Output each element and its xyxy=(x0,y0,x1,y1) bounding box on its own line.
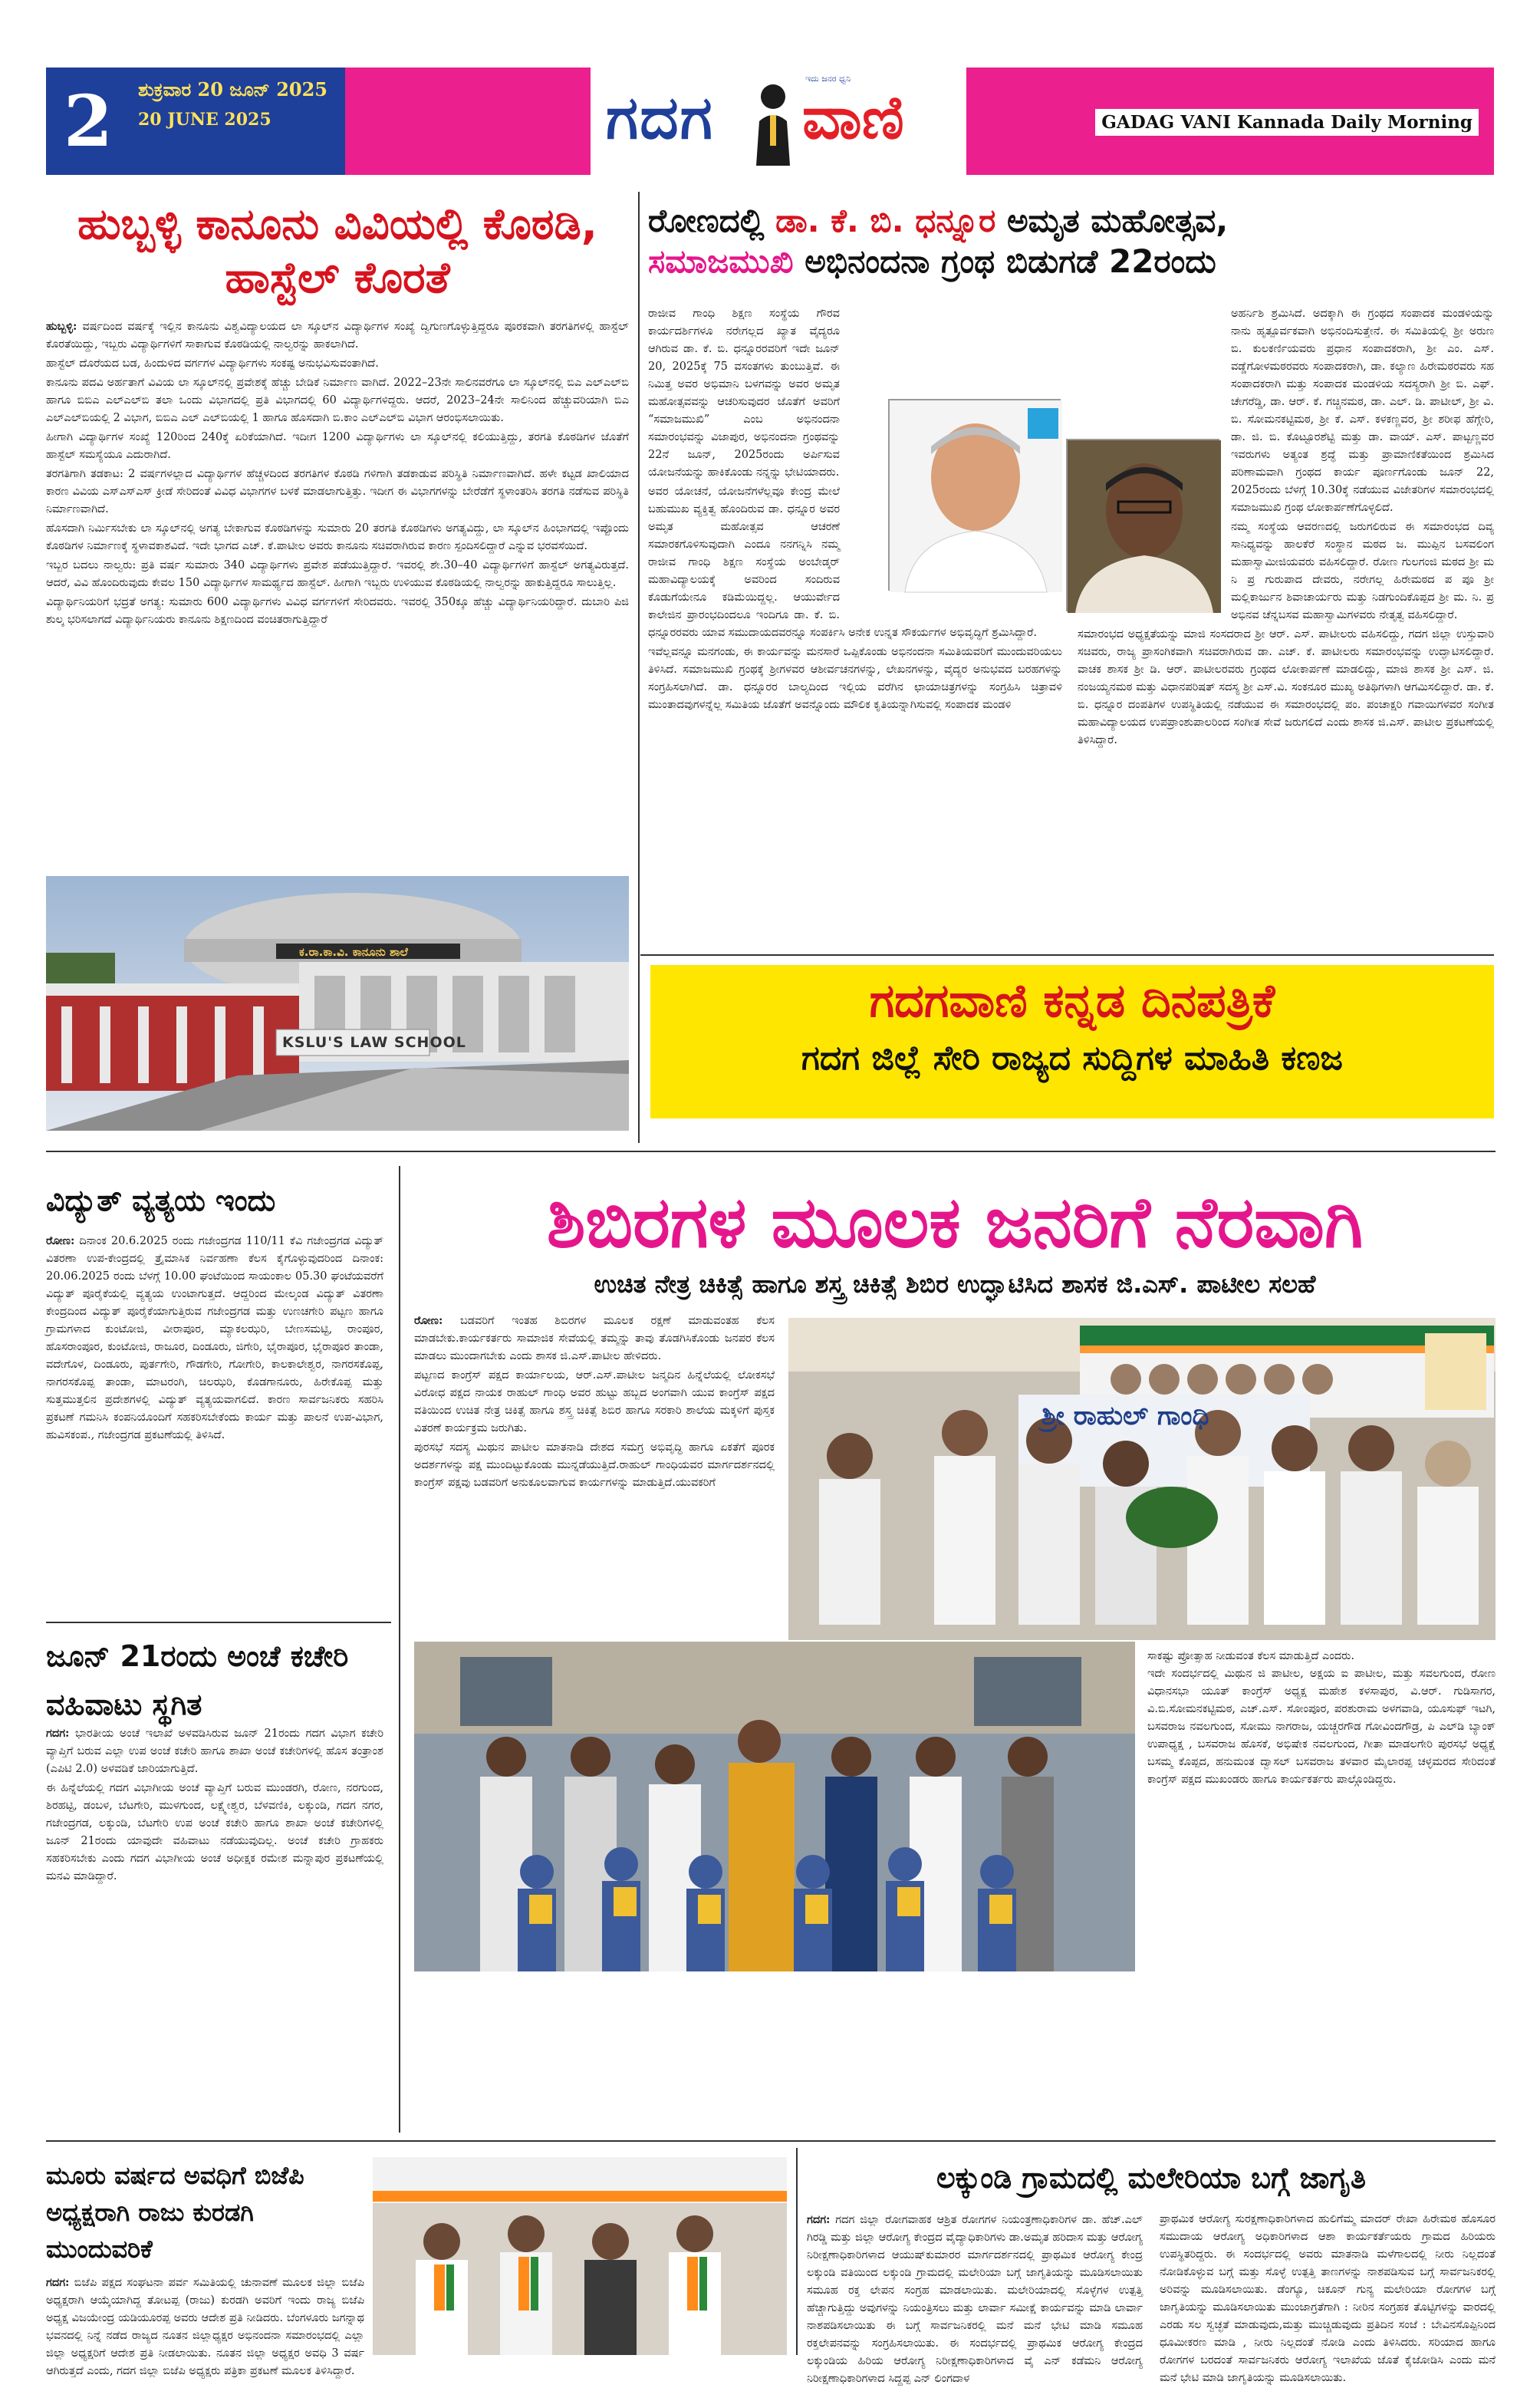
headline-electricity[interactable]: ವಿದ್ಯುತ್ ವ್ಯತ್ಯಯ ಇಂದು xyxy=(46,1184,276,1217)
paragraph: ಪ್ರಾಥಮಿಕ ಆರೋಗ್ಯ ಸುರಕ್ಷಣಾಧಿಕಾರಿಗಳಾದ ಹುಲಿಗೆಮ್ಮ ಮಾದರ್ ರೇಖಾ ಹಿರೇಮಠ ಹೊಸೂರ ಸಮುದಾಯ ಆರೋಗ್ಯ ಅಧಿಕಾರಿಗಳಾದ ಆಶಾ ಕಾರ್ಯಕರ್ತೆಯರು ಗ್ರಾಮದ ಹಿರಿಯರು ಉಪಸ್ಥಿತರಿದ್ದರು. ಈ ಸಂದರ್ಭದಲ್ಲಿ ಅವರು ಮಾತನಾಡಿ ಮಳೆಗಾಲದಲ್ಲಿ ನೀರು ನಿಲ್ಲದಂತೆ ನೋಡಿಕೊಳ್ಳುವ ಬಗ್ಗೆ ಮತ್ತು ಸೊಳ್ಳೆ ಉತ್ಪತ್ತಿ ತಾಣಗಳನ್ನು ನಾಶಪಡಿಸುವ ಬಗ್ಗೆ ಸಾರ್ವಜನಿಕರಲ್ಲಿ ಅರಿವನ್ನು ಮೂಡಿಸಲಾಯಿತು. ಡೆಂಗ್ಯೂ, ಚಿಕೂನ್ ಗುನ್ಯ ಮಲೇರಿಯಾ ರೋಗಗಳ ಬಗ್ಗೆ ಜಾಗೃತಿಯನ್ನು ಮೂಡಿಸಲಾಯಿತು ಮುಂಜಾಗ್ರತೆಗಾಗಿ : ನೀರಿನ ಸಂಗ್ರಹಕ ತೊಟ್ಟಿಗಳನ್ನು ವಾರದಲ್ಲಿ ಎರಡು ಸಲ ಸ್ವಚ್ಛತೆ ಮಾಡುವುದು,ಮತ್ತು ಮುಚ್ಚಿಡುವುದು ಪ್ರತಿದಿನ ಸಂಜೆ : ಬೇವಿನಸೊಪ್ಪಿನಿಂದ ಧೂಮೀಕರಣ ಮಾಡಿ , ನೀರು ನಿಲ್ಲದಂತೆ ನೋಡಿ ಎಂದು ತಿಳಿಸಿದರು. ಸರಿಯಾದ ಹಾಗೂ ರೋಗಗಳ ಬರದಂತೆ ಸಾರ್ವಜನಿಕರು ಆರೋಗ್ಯ ಇಲಾಖೆಯ ಜೊತೆ ಕೈಜೋಡಿಸಿ ಎಂದು ಮನೆ ಮನೆ ಭೇಟಿ ಮಾಡಿ ಜಾಗೃತಿಯನ್ನು ಮೂಡಿಸಲಾಯಿತು. xyxy=(1160,2213,1496,2384)
date-kannada: ಶುಕ್ರವಾರ 20 ಜೂನ್ 2025 xyxy=(138,78,327,100)
headline-book-title: ಸಮಾಜಮುಖಿ xyxy=(648,242,794,280)
logo-portrait-icon xyxy=(750,75,796,167)
headline-post-office[interactable]: ಜೂನ್ 21ರಂದು ಅಂಚೆ ಕಚೇರಿ ವಹಿವಾಟು ಸ್ಥಗಿತ xyxy=(46,1639,349,1721)
photo-banner-text: KSLU'S LAW SCHOOL xyxy=(282,1034,466,1051)
masthead-color-band xyxy=(345,68,591,175)
section-rule xyxy=(46,1622,391,1623)
dateline: ರೋಣ: xyxy=(414,1314,443,1327)
paragraph: ಇವೆಲ್ಲವನ್ನೂ ಮನಗಂಡು, ಈ ಕಾರ್ಯವನ್ನು ಮನಸಾರೆ ಒಪ್ಪಿಕೊಂಡು ಅಭಿನಂದನಾ ಸಮಿತಿಯವರಿಗೆ ಮುಂದುವರಿಯಲು ತಿಳಿಸಿದೆ. ಸಮಾಜಮುಖಿ ಗ್ರಂಥಕ್ಕೆ ಶ್ರೀಗಳವರ ಆಶೀರ್ವಚನಗಳನ್ನು, ಲೇಖನಗಳನ್ನು, ವೈದ್ಯರ ಅನುಭವದ ಬರಹಗಳನ್ನು ಸಂಗ್ರಹಿಸಲಾಗಿದೆ. ಡಾ. ಧನ್ನೂರರ ಬಾಲ್ಯದಿಂದ ಇಲ್ಲಿಯ ವರೆಗಿನ ಛಾಯಾಚಿತ್ರಗಳನ್ನು ಸಂಗ್ರಹಿಸಿ ಚಿತ್ರಾವಳಿ ಮುಂತಾದವುಗಳನ್ನೆಲ್ಲ ಸಮಿತಿಯ ಜೊತೆಗೆ ಅವನ್ನೊಂದು ಮೌಲಿಕ ಕೃತಿಯನ್ನಾಗಿಸುವಲ್ಲಿ ಸಂಪಾದಕ ಮಂಡಳಿ xyxy=(648,646,1062,711)
promo-banner[interactable] xyxy=(650,965,1494,1118)
section-rule xyxy=(46,2140,1496,2142)
subheadline-camp: ಉಚಿತ ನೇತ್ರ ಚಿಕಿತ್ಸೆ ಹಾಗೂ ಶಸ್ತ್ರ ಚಿಕಿತ್ಸೆ ಶಿಬಿರ ಉದ್ಘಾಟಿಸಿದ ಶಾಸಕ ಜಿ.ಎಸ್. ಪಾಟೀಲ ಸಲಹೆ xyxy=(594,1270,1316,1299)
page-number: 2 xyxy=(46,68,130,175)
paragraph: ಅಹರ್ನಿಶಿ ಶ್ರಮಿಸಿದೆ. ಅದಕ್ಕಾಗಿ ಈ ಗ್ರಂಥದ ಸಂಪಾದಕ ಮಂಡಳಿಯನ್ನು ನಾನು ಹೃತ್ಪೂರ್ವಕವಾಗಿ ಅಭಿನಂದಿಸುತ್ತೇನೆ. ಈ ಸಮಿತಿಯಲ್ಲಿ ಶ್ರೀ ಅರುಣ ಬಿ. ಕುಲಕರ್ಣಿಯವರು ಪ್ರಧಾನ ಸಂಪಾದಕರಾಗಿ, ಶ್ರೀ ಎಂ. ಎಸ್. ವಡ್ಡೆಗೋಳಮಠರವರು ಸಂಪಾದಕರಾಗಿ, ಡಾ. ಕಲ್ಯಾಣ ಹಿರೇಮಠರವರು ಸಹ ಸಂಪಾದಕರಾಗಿ ಮತ್ತು ಸಂಪಾದಕ ಮಂಡಳಿಯ ಸದಸ್ಯರಾಗಿ ಶ್ರೀ ಬಿ. ಎಫ್. ಚೇಗರೆಡ್ಡಿ, ಡಾ. ಆರ್. ಕೆ. ಗಚ್ಚಿನಮಠ, ಡಾ. ಎಲ್. ಡಿ. ಪಾಟೀಲ್, ಶ್ರೀ ವಿ. ಬಿ. ಸೋಮನಕಟ್ಟಿಮಠ, ಶ್ರೀ ಕೆ. ಎಸ್. ಕಳಕಣ್ಣವರ, ಶ್ರೀ ಶರೀಫ ಹೆಗ್ಗೇರಿ, ಡಾ. ಜಿ. ಬಿ. ಕೊಟ್ಟೂರಶೆಟ್ಟಿ ಮತ್ತು ಡಾ. ವಾಯ್. ಎಸ್. ಪಾಟ್ಟಣ್ಣವರ ಇವರುಗಳು ಅತ್ಯಂತ ಶ್ರದ್ಧೆ ಮತ್ತು ಪ್ರಾಮಾಣಿಕತೆಯಿಂದ ಶ್ರಮಿಸಿದ ಪರಿಣಾಮವಾಗಿ ಗ್ರಂಥದ ಕಾರ್ಯ ಪೂರ್ಣಗೊಂಡು ಜೂನ್ 22, 2025ರಂದು ಬೆಳಗ್ಗೆ 10.30ಕ್ಕೆ ನಡೆಯುವ ವಿಜೇತರಿಗಳ ಸಮಾರಂಭದಲ್ಲಿ ಸಮಾಜಮುಖಿ ಗ್ರಂಥ ಲೋಕಾರ್ಪಣೆಗೊಳ್ಳಲಿದೆ. xyxy=(1231,308,1494,514)
paragraph: ಭಾರತೀಯ ಅಂಚೆ ಇಲಾಖೆ ಅಳವಡಿಸಿರುವ ಜೂನ್ 21ರಂದು ಗದಗ ವಿಭಾಗ ಕಚೇರಿ ವ್ಯಾಪ್ತಿಗೆ ಬರುವ ಎಲ್ಲಾ ಉಪ ಅಂಚೆ ಕಚೇರಿ ಹಾಗೂ ಶಾಖಾ ಅಂಚೆ ಕಚೇರಿಗಳಲ್ಲಿ ಹೊಸ ತಂತ್ರಾಂಶ (ಎಪಿಟಿ 2.0) ಅಳವಡಿಕೆ ಜಾರಿಯಾಗುತ್ತಿದೆ. xyxy=(46,1728,383,1775)
paragraph: ಸಾಕಷ್ಟು ಪ್ರೋತ್ಸಾಹ ನೀಡುವಂತ ಕೆಲಸ ಮಾಡುತ್ತಿದೆ ಎಂದರು. ಇದೇ ಸಂದರ್ಭದಲ್ಲಿ ಮಿಥುನ ಜಿ ಪಾಟೀಲ, ಅಕ್ಷಯ ಐ ಪಾಟೀಲ, ಮತ್ತು ಸವಲಗುಂದ, ರೋಣ ವಿಧಾನಸಭಾ ಯೂತ್ ಕಾಂಗ್ರೆಸ್ ಅಧ್ಯಕ್ಷ ಮಹೇಶ ಕಳಸಾಪುರ, ವಿ.ಆರ್. ಗುಡಿಸಾಗರ, ವಿ.ಬಿ.ಸೋಮನಕಟ್ಟಿಮಠ, ಎಚ್.ಎಸ್. ಸೋಂಪೂರ, ಪರಶುರಾಮ ಅಳಗವಾಡಿ, ಯೂಸುಫ್ ಇಟಗಿ, ಬಸವರಾಜ ನವಲಗುಂದ, ಸೋಮು ನಾಗರಾಜ, ಯಚ್ಚರಗೌಡ ಗೋವಿಂದಗೌಡ್ರ, ಪಿ ಎಲ್‌ಡಿ ಬ್ಯಾಂಕ್ ಉಪಾಧ್ಯಕ್ಷ , ಬಸವರಾಜ ಹೊಸಕೆ, ಅಭಿಷೇಕ ನವಲಗುಂದ, ಗೀತಾ ಮಾಡಲಗೇರಿ ಪುರಸಭೆ ಅಧ್ಯಕ್ಷೆ ಬಸಮ್ಮ ಕೊಪ್ಪದ, ಹನುಮಂತ ದ್ವಾಸಲ್ ಬಸವರಾಜ ತಳವಾರ ಮೈಲಾರಪ್ಪ ಚಳ್ಳಮರದ ಸೇರಿದಂತೆ ಕಾಂಗ್ರೆಸ್ ಪಕ್ಷದ ಮುಖಂಡರು ಹಾಗೂ ಕಾರ್ಯಕರ್ತರು ಪಾಲ್ಗೊಂಡಿದ್ದರು. xyxy=(1147,1650,1496,1786)
dateline: ಹುಬ್ಬಳ್ಳಿ: xyxy=(46,320,77,333)
paragraph: ವರ್ಷದಿಂದ ವರ್ಷಕ್ಕೆ ಇಲ್ಲಿನ ಕಾನೂನು ವಿಶ್ವವಿದ್ಯಾಲಯದ ಲಾ ಸ್ಕೂಲ್‌ನ ವಿದ್ಯಾರ್ಥಿಗಳ ಸಂಖ್ಯೆ ದ್ವಿಗುಣಗೊಳ್ಳುತ್ತಿದ್ದರೂ ಪೂರಕವಾಗಿ ತರಗತಿಗಳಲ್ಲಿ ಹಾಸ್ಟೆಲ್ ಕೊರತೆಯಿದ್ದು, ಇಬ್ಬರು ವಿದ್ಯಾರ್ಥಿಗಳಿಗೆ ಸಾಕಾಗುವ ಕೊಠಡಿಯಲ್ಲಿ ನಾಲ್ವರನ್ನು ಹಾಕಲಾಗಿದೆ. xyxy=(46,321,629,351)
masthead-color-band-right xyxy=(966,68,1494,175)
article-body-camp-col1 xyxy=(414,1312,775,1631)
paragraph: ಬಿಜೆಪಿ ಪಕ್ಷದ ಸಂಘಟನಾ ಪರ್ವ ಸಮಿತಿಯಲ್ಲಿ ಚುನಾವಣೆ ಮೂಲಕ ಜಿಲ್ಲಾ ಬಿಜೆಪಿ ಅಧ್ಯಕ್ಷರಾಗಿ ಆಯ್ಕೆಯಾಗಿದ್ದ ತೋಟಪ್ಪ (ರಾಜು) ಕುರಡಗಿ ಅವರಿಗೆ ಇಂದು ರಾಜ್ಯ ಬಿಜೆಪಿ ಅಧ್ಯಕ್ಷ ವಿಜಯೇಂದ್ರ ಯಡಿಯೂರಪ್ಪ ಅವರು ಆದೇಶ ಪ್ರತಿ ನೀಡಿದರು. ಬೆಂಗಳೂರು ಜಗನ್ನಾಥ ಭವನದಲ್ಲಿ ನಿನ್ನೆ ನಡೆದ ರಾಜ್ಯದ ನೂತನ ಜಿಲ್ಲಾಧ್ಯಕ್ಷರ ಅಭಿನಂದನಾ ಸಮಾರಂಭದಲ್ಲಿ ಎಲ್ಲಾ ಜಿಲ್ಲಾ ಅಧ್ಯಕ್ಷರಿಗೆ ಆದೇಶ ಪ್ರತಿ ನೀಡಲಾಯಿತು. ನೂತನ ಜಿಲ್ಲಾ ಅಧ್ಯಕ್ಷರ ಅವಧಿ 3 ವರ್ಷ ಆಗಿರುತ್ತದೆ ಎಂದು, ಗದಗ ಜಿಲ್ಲಾ ಬಿಜೆಪಿ ಅಧ್ಯಕ್ಷರು ಪತ್ರಿಕಾ ಪ್ರಕಟಣೆ ಮೂಲಕ ತಿಳಿಸಿದ್ದಾರೆ. xyxy=(46,2277,365,2377)
paragraph: ಅವರ ಯೋಚನೆ, ಯೋಜನೆಗಳೆಲ್ಲವೂ ಕೇಂದ್ರ ಮೇಲೆ ಬಹುಮುಖ ವ್ಯಕ್ತಿತ್ವ ಹೊಂದಿರುವ ಡಾ. ಧನ್ನೂರ ಅವರ ಅಮೃತ ಮಹೋತ್ಸವ ಆಚರಣೆ ಸಮಾರಕಗೊಳಿಸುವುದಾಗಿ ಎಂದೂ ನನಗನ್ನಿಸಿ ನಮ್ಮ ರಾಜೀವ ಗಾಂಧಿ ಶಿಕ್ಷಣ ಸಂಸ್ಥೆಯ ಅಂಬೇಡ್ಕರ್ ಮಹಾವಿದ್ಯಾಲಯಕ್ಕೆ ಅವರಿಂದ ಸಂದಿರುವ ಕೊಡುಗೆಯೇನೂ ಕಡಿಮೆಯಿದ್ದಲ್ಲ. ಆಯುರ್ವೇದ ಕಾಲೇಜಿನ ಪ್ರಾರಂಭದಿಂದಲೂ ಇಂದಿಗೂ ಡಾ. ಕೆ. ಬಿ. ಧನ್ನೂರರವರು ಯಾವ ಸಮುದಾಯದವರನ್ನೂ ಸಂಪರ್ಕಿಸಿ ಅನೇಕ ಉನ್ನತ ಸೌಕರ್ಯಗಳ ಅಭಿವೃದ್ಧಿಗೆ ಶ್ರಮಿಸಿದ್ದಾರೆ. xyxy=(648,486,1037,639)
article-body-bjp xyxy=(46,2274,365,2377)
article-body-lakkundi-col2 xyxy=(1160,2211,1496,2384)
dateline: ಗದಗ: xyxy=(46,2276,70,2289)
article-body-ron-col2 xyxy=(1078,305,1494,945)
logo-text-left: ಗದಗ xyxy=(606,83,714,153)
paragraph: ದಿನಾಂಕ 20.6.2025 ರಂದು ಗಜೇಂದ್ರಗಡ 110/11 ಕೆವಿ ಗಜೇಂದ್ರಗಡ ವಿದ್ಯುತ್ ವಿತರಣಾ ಉಪ-ಕೇಂದ್ರದಲ್ಲಿ ತ್ರೈಮಾಸಿಕ ನಿರ್ವಹಣಾ ಕೆಲಸ ಕೈಗೊಳ್ಳುವುದರಿಂದ ದಿನಾಂಕ: 20.06.2025 ರಂದು ಬೆಳಗ್ಗೆ 10.00 ಘಂಟೆಯಿಂದ ಸಾಯಂಕಾಲ 05.30 ಘಂಟೆಯವರೆಗೆ ವಿದ್ಯುತ್ ಪೂರೈಕೆಯಲ್ಲಿ ವ್ಯತ್ಯಯ ಉಂಟಾಗುತ್ತದೆ. ಆದ್ದರಿಂದ ಮೇಲ್ಕಂಡ ವಿದ್ಯುತ್ ವಿತರಣಾ ಕೇಂದ್ರದಿಂದ ವಿದ್ಯುತ್ ಪೂರೈಕೆಯಾಗುತ್ತಿರುವ ಗಜೇಂದ್ರಗಡ ಮತ್ತು ಉಣಚಗೇರಿ ಪಟ್ಟಣ ಹಾಗೂ ಗ್ರಾಮಗಳಾದ ಕುಂಟೋಜಿ, ವೀರಾಪೂರ, ಮ್ಯಾಕಲಝರಿ, ಬೇಣಸಮಟ್ಟಿ, ರಾಂಪೂರ, ಹೊಸರಾಂಪೂರ, ಕುಂಟೋಜಿ, ರಾಜೂರ, ದಿಂಡೂರು, ಜಿಗೇರಿ, ಭೈರಾಪೂರ, ಭೈರಾಪೂರ ತಾಂಡಾ, ವದೇಗೊಳ, ದಿಂಡೂರು, ಪುರ್ತಗೇರಿ, ಗೌಡಗೇರಿ, ಗೋಗೇರಿ, ಕಾಲಕಾಲೇಶ್ವರ, ನಾಗರಸಕೊಪ್ಪ, ನಾಗರಸಕೊಪ್ಪ ತಾಂಡಾ, ಮಾಟರಂಗಿ, ಚಿಲಝರಿ, ಕೊಡಗಾನೂರು, ಹಿರೇಕೊಪ್ಪ ಮತ್ತು ಸುತ್ತಮುತ್ತಲಿನ ಪ್ರದೇಶಗಳಲ್ಲಿ ವಿದ್ಯುತ್ ವ್ಯತ್ಯಯವಾಗಲಿದೆ. ಕಾರಣ ಸಾರ್ವಜನಿಕರು ಸಹರಿಸಿ ಪ್ರಕಟಣೆ ಗಮನಿಸಿ ಕಂಪನಿಯೊಂದಿಗೆ ಸಹಕರಿಸಬೇಕೆಂದು ಕಾರ್ಯ ಮತ್ತು ಪಾಲನೆ ಉಪ-ವಿಭಾಗ, ಹುವಿಸಕಂಪ., ಗಜೇಂದ್ರಗಡ ಪ್ರಕಟಣೆಯಲ್ಲಿ ತಿಳಿಸಿದೆ. xyxy=(46,1235,383,1441)
promo-subtitle: ಗದಗ ಜಿಲ್ಲೆ ಸೇರಿ ರಾಜ್ಯದ ಸುದ್ದಿಗಳ ಮಾಹಿತಿ ಕಣಜ xyxy=(801,1039,1343,1078)
dateline: ಗದಗ: xyxy=(46,1727,70,1740)
headline-camp[interactable]: ಶಿಬಿರಗಳ ಮೂಲಕ ಜನರಿಗೆ ನೆರವಾಗಿ xyxy=(546,1181,1364,1263)
paragraph: ಹಾಸ್ಟೆಲ್ ದೊರೆಯದ ಬಡ, ಹಿಂದುಳಿದ ವರ್ಗಗಳ ವಿದ್ಯಾರ್ಥಿಗಳು ಸಂಕಷ್ಟ ಅನುಭವಿಸುವಂತಾಗಿದೆ. xyxy=(46,357,379,370)
article-body-camp-col2 xyxy=(1147,1648,1496,2120)
article-body-post-office xyxy=(46,1724,383,2125)
photo-sign-text: ಕ.ರಾ.ಕಾ.ವಿ. ಕಾನೂನು ಶಾಲೆ xyxy=(299,945,408,959)
headline-bjp[interactable]: ಮೂರು ವರ್ಷದ ಅವಧಿಗೆ ಬಿಜೆಪಿ ಅಧ್ಯಕ್ಷರಾಗಿ ರಾಜು ಕುರಡಗಿ ಮುಂದುವರಿಕೆ xyxy=(46,2161,304,2264)
dateline: ಗದಗ: xyxy=(807,2213,831,2226)
paragraph: ಸಮಾರಂಭದ ಅಧ್ಯಕ್ಷತೆಯನ್ನು ಮಾಜಿ ಸಂಸದರಾದ ಶ್ರೀ ಆರ್. ಎಸ್. ಪಾಟೀಲರು ವಹಿಸಲಿದ್ದು, ಗದಗ ಜಿಲ್ಲಾ ಉಸ್ತುವಾರಿ ಸಚಿವರು, ರಾಜ್ಯ ಪ್ರಾಸಂಗಿಕವಾಗಿ ಸಚಿವರಾಗಿರುವ ಡಾ. ಎಚ್. ಕೆ. ಪಾಟೀಲರು ಸಮಾರಂಭವನ್ನು ಉದ್ಘಾಟಿಸಲಿದ್ದಾರೆ. ವಾಚಕ ಶಾಸಕ ಶ್ರೀ ಡಿ. ಆರ್. ಪಾಟೀಲರವರು ಗ್ರಂಥದ ಲೋಕಾರ್ಪಣೆ ಮಾಡಲಿದ್ದು, ಮಾಜಿ ಶಾಸಕ ಶ್ರೀ ಎಸ್. ಜಿ. ನಂಜಯ್ಯನಮಠ ಮತ್ತು ವಿಧಾನಪರಿಷತ್ ಸದಸ್ಯ ಶ್ರೀ ಎಸ್.ವಿ. ಸಂಕನೂರ ಮುಖ್ಯ ಅತಿಥಿಗಳಾಗಿ ಆಗಮಿಸಲಿದ್ದಾರೆ. ಡಾ. ಕೆ. ಬಿ. ಧನ್ನೂರ ದಂಪತಿಗಳ ಉಪಸ್ಥಿತಿಯಲ್ಲಿ ನಡೆಯುವ ಈ ಸಮಾರಂಭದಲ್ಲಿ ಪಂ. ಪಂಚಾಕ್ಷರಿ ಗವಾಯಿಗಳವರ ಸಂಗೀತ ಮಹಾವಿದ್ಯಾಲಯದ ಉಪಪ್ರಾಂಶುಪಾಲರಿಂದ ಸಂಗೀತ ಸೇವೆ ಜರುಗಲಿದೆ ಎಂದು ಶಾಸಕ ಜಿ.ಎಸ್. ಪಾಟೀಲ ಪ್ರಕಟಣೆಯಲ್ಲಿ ತಿಳಿಸಿದ್ದಾರೆ. xyxy=(1078,628,1494,746)
article-body-electricity xyxy=(46,1232,383,1614)
edition-label: GADAG VANI Kannada Daily Morning xyxy=(1095,109,1479,136)
portrait-photo xyxy=(888,399,1061,591)
paragraph: ಗದಗ ಜಿಲ್ಲಾ ರೋಗವಾಹಕ ಆಶ್ರಿತ ರೋಗಗಳ ನಿಯಂತ್ರಣಾಧಿಕಾರಿಗಳ ಡಾ. ಹೆಚ್.ಎಲ್ ಗಿರಡ್ಡಿ ಮತ್ತು ಜಿಲ್ಲಾ ಆರೋಗ್ಯ ಕೇಂದ್ರದ ವೈದ್ಯಾಧಿಕಾರಿಗಳು ಡಾ.ಅಮೃತ ಹರಿದಾಸ ಮತ್ತು ಆರೋಗ್ಯ ನಿರೀಕ್ಷಣಾಧಿಕಾರಿಗಳಾದ ಆಯುಷ್‌ಕುಮಾರರ ಮಾರ್ಗದರ್ಶನದಲ್ಲಿ ಪ್ರಾಥಮಿಕ ಆರೋಗ್ಯ ಕೇಂದ್ರ ಲಕ್ಕುಂಡಿ ವತಿಯಿಂದ ಲಕ್ಕುಂಡಿ ಗ್ರಾಮದಲ್ಲಿ ಮಲೇರಿಯಾ ಬಗ್ಗೆ ಜಾಗೃತಿಯನ್ನು ಮೂಡಿಸಲಾಯಿತು ಸಮೂಹ ರಕ್ತ ಲೇಪನ ಸಂಗ್ರಹ ಮಾಡಲಾಯಿತು. ಮಲೇರಿಯಾದಲ್ಲಿ ಸೊಳ್ಳೆಗಳ ಉತ್ಪತ್ತಿ ಹೆಚ್ಚಾಗುತ್ತಿದ್ದು ಅವುಗಳನ್ನು ನಿಯಂತ್ರಿಸಲು ಮತ್ತು ಲಾರ್ವಾ ಸಮೀಕ್ಷೆ ಕಾರ್ಯವನ್ನು ಮಾಡಿ ಲಾರ್ವಾ ನಾಶಪಡಿಸಲಾಯಿತು ಈ ಬಗ್ಗೆ ಸಾರ್ವಜನಿಕರಲ್ಲಿ ಮನೆ ಮನೆ ಭೇಟಿ ಮಾಡಿ ಸಮೂಹ ರಕ್ತಲೇಪನವನ್ನು ಸಂಗ್ರಹಿಸಲಾಯಿತು. ಈ ಸಂದರ್ಭದಲ್ಲಿ ಪ್ರಾಥಮಿಕ ಆರೋಗ್ಯ ಕೇಂದ್ರದ ಲಕ್ಕುಂಡಿಯ ಹಿರಿಯ ಆರೋಗ್ಯ ನಿರೀಕ್ಷಣಾಧಿಕಾರಿಗಳಾದ ವೈ ಎನ್ ಕಡೆಮನಿ ಆರೋಗ್ಯ ನಿರೀಕ್ಷಣಾಧಿಕಾರಿಗಳಾದ ಸಿದ್ದಪ್ಪ ಎನ್ ಲಿಂಗದಾಳ xyxy=(807,2214,1143,2385)
portrait-photo xyxy=(1066,439,1219,611)
paragraph: ರಾಜೀವ ಗಾಂಧಿ ಶಿಕ್ಷಣ ಸಂಸ್ಥೆಯ ಗೌರವ ಕಾರ್ಯದರ್ಶಿಗಳೂ ನರೇಗಲ್ಲದ ಖ್ಯಾತ ವೈದ್ಯರೂ ಆಗಿರುವ ಡಾ. ಕೆ. ಬಿ. ಧನ್ನೂರರವರಿಗೆ ಇದೇ ಜೂನ್ 20, 2025ಕ್ಕೆ 75 ವಸಂತಗಳು ತುಂಬುತ್ತಿವೆ. ಈ ನಿಮಿತ್ತ ಅವರ ಅಭಿಮಾನಿ ಬಳಗವನ್ನು ಅವರ ಅಮೃತ ಮಹೋತ್ಸವವನ್ನು ಆಚರಿಸುವುದರ ಜೊತೆಗೆ ಅವರಿಗೆ “ಸಮಾಜಮುಖಿ” ಎಂಬ ಅಭಿನಂದನಾ ಸಮಾರಂಭವನ್ನು ವಿಜಾಪುರ, ಅಭಿನಂದನಾ ಗ್ರಂಥವನ್ನು 22ನೆ ಜೂನ್, 2025ರಂದು ಅರ್ಪಿಸುವ ಯೋಜನೆಯನ್ನು ಹಾಕಿಕೊಂಡು ನನ್ನನ್ನು ಭೇಟಿಯಾದರು. xyxy=(648,308,840,479)
column-rule xyxy=(399,1166,400,2133)
paragraph: ಬಡವರಿಗೆ ಇಂತಹ ಶಿಬಿರಗಳ ಮೂಲಕ ರಕ್ಷಣೆ ಮಾಡುವಂತಹ ಕೆಲಸ ಮಾಡಬೇಕು.ಕಾರ್ಯಕರ್ತರು ಸಾಮಾಜಿಕ ಸೇವೆಯಲ್ಲಿ ತಮ್ಮನ್ನು ತಾವು ತೊಡಗಿಸಿಕೊಂಡು ಜನಪರ ಕೆಲಸ ಮಾಡಲು ಮುಂದಾಗಬೇಕು ಎಂದು ಶಾಸಕ ಜಿ.ಎಸ್.ಪಾಟೀಲ ಹೇಳಿದರು. xyxy=(414,1315,775,1362)
headline-lakkundi[interactable]: ಲಕ್ಕುಂಡಿ ಗ್ರಾಮದಲ್ಲಿ ಮಲೇರಿಯಾ ಬಗ್ಗೆ ಜಾಗೃತಿ xyxy=(936,2161,1367,2195)
date-english: 20 JUNE 2025 xyxy=(138,110,271,130)
dateline: ರೋಣ: xyxy=(46,1234,75,1247)
paragraph: ನಮ್ಮ ಸಂಸ್ಥೆಯ ಆವರಣದಲ್ಲಿ ಜರುಗಲಿರುವ ಈ ಸಮಾರಂಭದ ದಿವ್ಯ ಸಾನಿಧ್ಯವನ್ನು ಹಾಲಕೆರೆ ಸಂಸ್ಥಾನ ಮಠದ ಜ. ಮುಪ್ಪಿನ ಬಸವಲಿಂಗ ಮಹಾಸ್ವಾಮೀಜಿಯವರು ವಹಿಸಲಿದ್ದಾರೆ. ರೋಣ ಗುಲಗಂಜಿ ಮಠದ ಶ್ರೀ ಮ ನಿ ಪ್ರ ಗುರುಪಾದ ದೇವರು, ನರೇಗಲ್ಲ ಹಿರೇಮಠದ ಪ ಪೂ ಶ್ರೀ ಮಲ್ಲಿಕಾರ್ಜುನ ಶಿವಾಚಾರ್ಯರು ಮತ್ತು ನಿಡಗುಂದಿಕೊಪ್ಪದ ಶ್ರೀ ಮ. ನಿ. ಪ್ರ ಅಭಿನವ ಚೆನ್ನಬಸವ ಮಹಾಸ್ವಾಮಿಗಳವರು ನೇತೃತ್ವ ವಹಿಸಲಿದ್ದಾರೆ. xyxy=(1231,521,1494,621)
date-box xyxy=(130,68,345,175)
paragraph: ಇಬ್ಬರ ಬದಲು ನಾಲ್ವರು: ಪ್ರತಿ ವರ್ಷ ಸುಮಾರು 340 ವಿದ್ಯಾರ್ಥಿಗಳು ಪ್ರವೇಶ ಪಡೆಯುತ್ತಿದ್ದಾರೆ. ಇವರಲ್ಲಿ ಶೇ.30–40 ವಿದ್ಯಾರ್ಥಿಗಳಿಗೆ ಹಾಸ್ಟೆಲ್ ಅಗತ್ಯವಿರುತ್ತದೆ. ಆದರೆ, ವಿವಿ ಹೊಂದಿರುವುದು ಕೇವಲ 150 ವಿದ್ಯಾರ್ಥಿಗಳ ಸಾಮರ್ಥ್ಯದ ಹಾಸ್ಟೆಲ್. ಹೀಗಾಗಿ ಇಬ್ಬರು ಉಳಿಯುವ ಕೊಠಡಿಯಲ್ಲಿ ನಾಲ್ವರನ್ನು ಹಾಕುತ್ತಿದ್ದರೂ ಸಾಲುತ್ತಿಲ್ಲ. xyxy=(46,559,629,589)
article-body-hubballi xyxy=(46,318,629,864)
paragraph: ಪುರಸಭೆ ಸದಸ್ಯ ಮಿಥುನ ಪಾಟೀಲ ಮಾತನಾಡಿ ದೇಶದ ಸಮಗ್ರ ಅಭಿವೃದ್ಧಿ ಹಾಗೂ ಏಕತೆಗೆ ಪೂರಕ ಅದರ್ಶಗಳನ್ನು ಪಕ್ಷ ಮುಂದಿಟ್ಟುಕೊಂಡು ಮುನ್ನಡೆಯುತ್ತಿದೆ.ರಾಹುಲ್ ಗಾಂಧಿಯವರ ಮಾರ್ಗದರ್ಶನದಲ್ಲಿ ಕಾಂಗ್ರೆಸ್ ಪಕ್ಷವು ಬಡವರಿಗೆ ಅನುಕೂಲವಾಗುವ ಕಾರ್ಯಗಳನ್ನು ಮಾಡುತ್ತಿದೆ.ಯುವಕರಿಗೆ xyxy=(414,1441,775,1489)
paragraph: ಈ ಹಿನ್ನೆಲೆಯಲ್ಲಿ ಗದಗ ವಿಭಾಗೀಯ ಅಂಚೆ ವ್ಯಾಪ್ತಿಗೆ ಬರುವ ಮುಂಡರಗಿ, ರೋಣ, ನರಗುಂದ, ಶಿರಹಟ್ಟಿ, ಡಂಬಳ, ಬೆಟಗೇರಿ, ಮುಳಗುಂದ, ಲಕ್ಷ್ಮೇಶ್ವರ, ಬೆಳವಣಿಕಿ, ಲಕ್ಕುಂಡಿ, ಗದಗ ನಗರ, ಗಜೇಂದ್ರಗಡ, ಲಕ್ಕುಂಡಿ, ಬೆಟಗೇರಿ ಉಪ ಅಂಚೆ ಕಚೇರಿ ಹಾಗೂ ಶಾಖಾ ಅಂಚೆ ಕಚೇರಿಗಳಲ್ಲಿ ಜೂನ್ 21ರಂದು ಯಾವುದೇ ವಹಿವಾಟು ನಡೆಯುವುದಿಲ್ಲ. ಅಂಚೆ ಕಚೇರಿ ಗ್ರಾಹಕರು ಸಹಕರಿಸಬೇಕು ಎಂದು ಗದಗ ವಿಭಾಗೀಯ ಅಂಚೆ ಅಧೀಕ್ಷಕ ರಮೇಶ ಮನ್ನಾಪುರ ಪ್ರಕಟಣೆಯಲ್ಲಿ ಮನವಿ ಮಾಡಿದ್ದಾರೆ. xyxy=(46,1782,383,1882)
paragraph: ವಿದ್ಯಾರ್ಥಿನಿಯರಿಗೆ ಭದ್ರತೆ ಅಗತ್ಯ: ಸುಮಾರು 600 ವಿದ್ಯಾರ್ಥಿಗಳು ವಿವಿಧ ವರ್ಗಗಳಿಗೆ ಸೇರಿದವರು. ಇವರಲ್ಲಿ 350ಕ್ಕೂ ಹೆಚ್ಚು ವಿದ್ಯಾರ್ಥಿನಿಯರಿದ್ದಾರೆ. ದುಬಾರಿ ಪಿಜಿ ಶುಲ್ಕ ಭರಿಸಲಾಗದೆ ವಿದ್ಯಾರ್ಥಿನಿಯರು ಕಾನೂನು ಶಿಕ್ಷಣದಿಂದ ವಂಚಿತರಾಗುತ್ತಿದ್ದಾರೆ xyxy=(46,596,629,626)
newspaper-logo[interactable] xyxy=(591,68,966,175)
promo-title: ಗದಗವಾಣಿ ಕನ್ನಡ ದಿನಪತ್ರಿಕೆ xyxy=(869,974,1275,1028)
masthead xyxy=(46,68,1494,175)
logo-text-right: ವಾಣಿ xyxy=(802,83,904,153)
logo-tagline: ಇದು ಜನರ ಧ್ವನಿ xyxy=(805,74,851,84)
section-rule xyxy=(46,1151,1496,1152)
headline-name: ಡಾ. ಕೆ. ಬಿ. ಧನ್ನೂರ xyxy=(775,202,996,239)
column-rule xyxy=(796,2148,798,2355)
headline-ron[interactable]: ರೋಣದಲ್ಲಿ ಡಾ. ಕೆ. ಬಿ. ಧನ್ನೂರ ಅಮೃತ ಮಹೋತ್ಸವ, ಸಮಾಜಮುಖಿ ಅಭಿನಂದನಾ ಗ್ರಂಥ ಬಿಡುಗಡೆ 22ರಂದು xyxy=(648,202,1229,280)
headline-hubballi[interactable]: ಹುಬ್ಬಳ್ಳಿ ಕಾನೂನು ವಿವಿಯಲ್ಲಿ ಕೊಠಡಿ, ಹಾಸ್ಟೆಲ್ ಕೊರತೆ xyxy=(77,199,598,303)
book-distribution-photo xyxy=(414,1642,1135,1971)
camp-inauguration-photo xyxy=(788,1318,1496,1640)
paragraph: ಹೊಸದಾಗಿ ನಿರ್ಮಿಸಬೇಕು ಲಾ ಸ್ಕೂಲ್‌ನಲ್ಲಿ ಅಗತ್ಯ ಬೇಕಾಗುವ ಕೊಠಡಿಗಳನ್ನು ಸುಮಾರು 20 ತರಗತಿ ಕೊಠಡಿಗಳು ಅಗತ್ಯವಿದ್ದು, ಲಾ ಸ್ಕೂಲ್‌ನ ಹಿಂಭಾಗದಲ್ಲಿ ಇಪ್ಪೊಂದು ಕೊಠಡಿಗಳ ನಿರ್ಮಾಣಕ್ಕೆ ಸ್ಥಳಾವಕಾಶವಿದೆ. ಇದೇ ಭಾಗದ ಎಚ್. ಕೆ.ಪಾಟೀಲ ಅವರು ಕಾನೂನು ಸಚಿವರಾಗಿರುವ ಕಾರಣ ಸ್ಪಂದಿಸಲಿದ್ದಾರೆ ಎನ್ನುವ ಭರವಸೆಯಿದೆ. xyxy=(46,522,629,552)
paragraph: ಕಾನೂನು ಪದವಿ ಅರ್ಹತಾಗೆ ವಿವಿಯ ಲಾ ಸ್ಕೂಲ್‌ನಲ್ಲಿ ಪ್ರವೇಶಕ್ಕೆ ಹೆಚ್ಚು ಬೇಡಿಕೆ ನಿರ್ಮಾಣ ವಾಗಿದೆ. 2022–23ನೇ ಸಾಲಿನವರೆಗೂ ಲಾ ಸ್ಕೂಲ್‌ನಲ್ಲಿ ಬಿಎ ಎಲ್‌ಎಲ್‌ಬಿ ಹಾಗೂ ಬಿಬಿಎ ಎಲ್‌ಎಲ್‌ಬಿ ತಲಾ ಒಂದು ವಿಭಾಗದಲ್ಲಿ ಪ್ರತಿ ವಿಭಾಗದಲ್ಲಿ 60 ವಿದ್ಯಾರ್ಥಿಗಳಿದ್ದರು. ಆದರೆ, 2023–24ನೇ ಸಾಲಿನಿಂದ ಹೆಚ್ಚುವರಿಯಾಗಿ ಬಿಎ ಎಲ್‌ಎಲ್‌ಬಿಯಲ್ಲಿ 2 ವಿಭಾಗ, ಬಿಬಿಎ ಎಲ್ ಎಲ್‌ಬಿಯಲ್ಲಿ 1 ಹಾಗೂ ಹೊಸದಾಗಿ ಬಿ.ಕಾಂ ಎಲ್‌ಎಲ್‌ಬಿ ವಿಭಾಗ ಆರಂಭಿಸಲಾಯಿತು. xyxy=(46,377,629,424)
paragraph: ತರಗತಿಗಾಗಿ ತಡಕಾಟ: 2 ವರ್ಷಗಳಲ್ಲಾದ ವಿದ್ಯಾರ್ಥಿಗಳ ಹೆಚ್ಚಳದಿಂದ ತರಗತಿಗಳ ಕೊಠಡಿ ಗಳಿಗಾಗಿ ತಡಕಾಡುವ ಪರಿಸ್ಥಿತಿ ನಿರ್ಮಾಣವಾಗಿದೆ. ಹಳೇ ಕಟ್ಟಡ ಖಾಲಿಯಾದ ಕಾರಣ ವಿವಿಯ ಎಸ್‌ಎಸ್‌ಎಸ್ ಕ್ರೀಡೆ ಸೇರಿದಂತೆ ವಿವಿಧ ವಿಭಾಗಗಳ ಬಳಕೆ ಮಾಡಲಾಗುತ್ತಿತ್ತು. ಇದೀಗ ಈ ವಿಭಾಗಗಳನ್ನು ಬೇರೆಡೆಗೆ ಸ್ಥಳಾಂತರಿಸಿ ತರಗತಿ ನಡೆಸುವ ಪರಿಸ್ಥಿತಿ ನಿರ್ಮಾಣವಾಗಿದೆ. xyxy=(46,468,629,515)
column-rule xyxy=(638,192,640,1143)
law-school-photo xyxy=(46,876,629,1131)
paragraph: ಹೀಗಾಗಿ ವಿದ್ಯಾರ್ಥಿಗಳ ಸಂಖ್ಯೆ 120ರಿಂದ 240ಕ್ಕೆ ಏರಿಕೆಯಾಗಿದೆ. ಇದೀಗ 1200 ವಿದ್ಯಾರ್ಥಿಗಳು ಲಾ ಸ್ಕೂಲ್‌ನಲ್ಲಿ ಕಲಿಯುತ್ತಿದ್ದು, ತರಗತಿ ಕೊಠಡಿಗಳ ಜೊತೆಗೆ ಹಾಸ್ಟೆಲ್ ಸಮಸ್ಯೆಯೂ ಎದುರಾಗಿದೆ. xyxy=(46,431,629,461)
paragraph: ಪಟ್ಟಣದ ಕಾಂಗ್ರೆಸ್ ಪಕ್ಷದ ಕಾರ್ಯಾಲಯ, ಆರ್.ಎಸ್.ಪಾಟೀಲ ಜನ್ಮದಿನ ಹಿನ್ನೆಲೆಯಲ್ಲಿ ಲೋಕಸಭೆ ವಿರೋಧ ಪಕ್ಷದ ನಾಯಕ ರಾಹುಲ್ ಗಾಂಧಿ ಅವರ ಹುಟ್ಟು ಹಬ್ಬದ ಅಂಗವಾಗಿ ಯುವ ಕಾಂಗ್ರೆಸ್ ಪಕ್ಷದ ವತಿಯಿಂದ ಉಚಿತ ನೇತ್ರ ಚಿಕಿತ್ಸೆ ಹಾಗೂ ಶಸ್ತ್ರ ಚಿಕಿತ್ಸೆ ಶಿಬಿರ ಹಾಗೂ ಸರಕಾರಿ ಶಾಲೆಯ ಮಕ್ಕಳಿಗೆ ಪುಸ್ತಕ ವಿತರಣೆ ಕಾರ್ಯಕ್ರಮ ಜರುಗಿತು. xyxy=(414,1369,775,1434)
photo-banner-text: ಶ್ರೀ ರಾಹುಲ್ ಗಾಂಧಿ xyxy=(1041,1401,1209,1431)
article-body-lakkundi-col1 xyxy=(807,2211,1143,2385)
bjp-event-photo xyxy=(373,2157,787,2355)
section-rule xyxy=(640,954,1494,956)
